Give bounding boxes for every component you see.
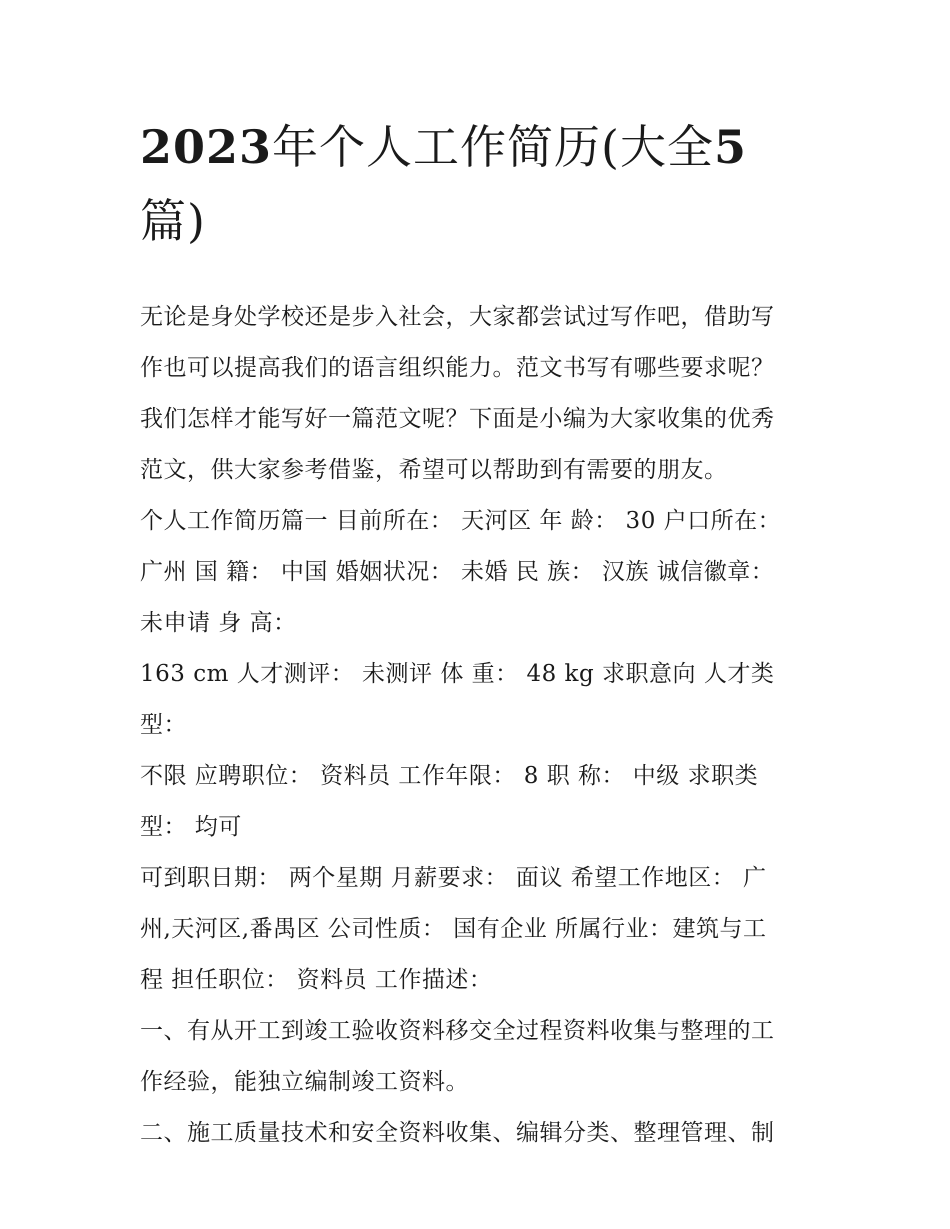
document-page [140, 110, 820, 1159]
text-line: 广州 国 籍： 中国 婚姻状况： 未婚 民 族： 汉族 诚信徽章： [140, 559, 775, 585]
text-line: 型： 均可 [140, 814, 242, 840]
text-line: 163 cm 人才测评： 未测评 体 重： 48 kg 求职意向 人才类型： [140, 661, 775, 738]
title-text: 年个人工作简历(大全 [272, 120, 714, 174]
title-line-2 [140, 184, 820, 258]
body-paragraph [140, 292, 820, 496]
document-body [140, 292, 820, 1159]
text-line: 州,天河区,番禺区 公司性质： 国有企业 所属行业：建筑与工 [140, 916, 767, 942]
body-paragraph [140, 649, 820, 853]
text-line: 个人工作简历篇一 目前所在： 天河区 年 龄： 30 户口所在： [140, 508, 782, 534]
text-line: 二、施工质量技术和安全资料收集、编辑分类、整理管理、制 [140, 1120, 775, 1146]
document-title [140, 110, 820, 258]
text-line: 一、有从开工到竣工验收资料移交全过程资料收集与整理的工 [140, 1018, 775, 1044]
text-line: 未申请 身 高： [140, 610, 297, 636]
body-paragraph [140, 853, 820, 1006]
text-line: 无论是身处学校还是步入社会，大家都尝试过写作吧，借助写 [140, 304, 775, 330]
body-paragraph [140, 496, 820, 649]
title-line-1 [140, 110, 820, 184]
text-line: 我们怎样才能写好一篇范文呢？下面是小编为大家收集的优秀 [140, 406, 775, 432]
text-line: 程 担任职位： 资料员 工作描述： [140, 967, 493, 993]
title-text-2: 篇) [140, 194, 206, 248]
text-line: 作也可以提高我们的语言组织能力。范文书写有哪些要求呢？ [140, 355, 775, 381]
body-paragraph [140, 1108, 820, 1159]
text-line: 作经验，能独立编制竣工资料。 [140, 1069, 469, 1095]
text-line: 可到职日期： 两个星期 月薪要求： 面议 希望工作地区： 广 [140, 865, 767, 891]
title-year: 2023 [140, 120, 273, 174]
body-paragraph [140, 1006, 820, 1108]
text-line: 范文，供大家参考借鉴，希望可以帮助到有需要的朋友。 [140, 457, 728, 483]
text-line: 不限 应聘职位： 资料员 工作年限： 8 职 称： 中级 求职类 [140, 763, 759, 789]
title-count: 5 [713, 120, 747, 174]
